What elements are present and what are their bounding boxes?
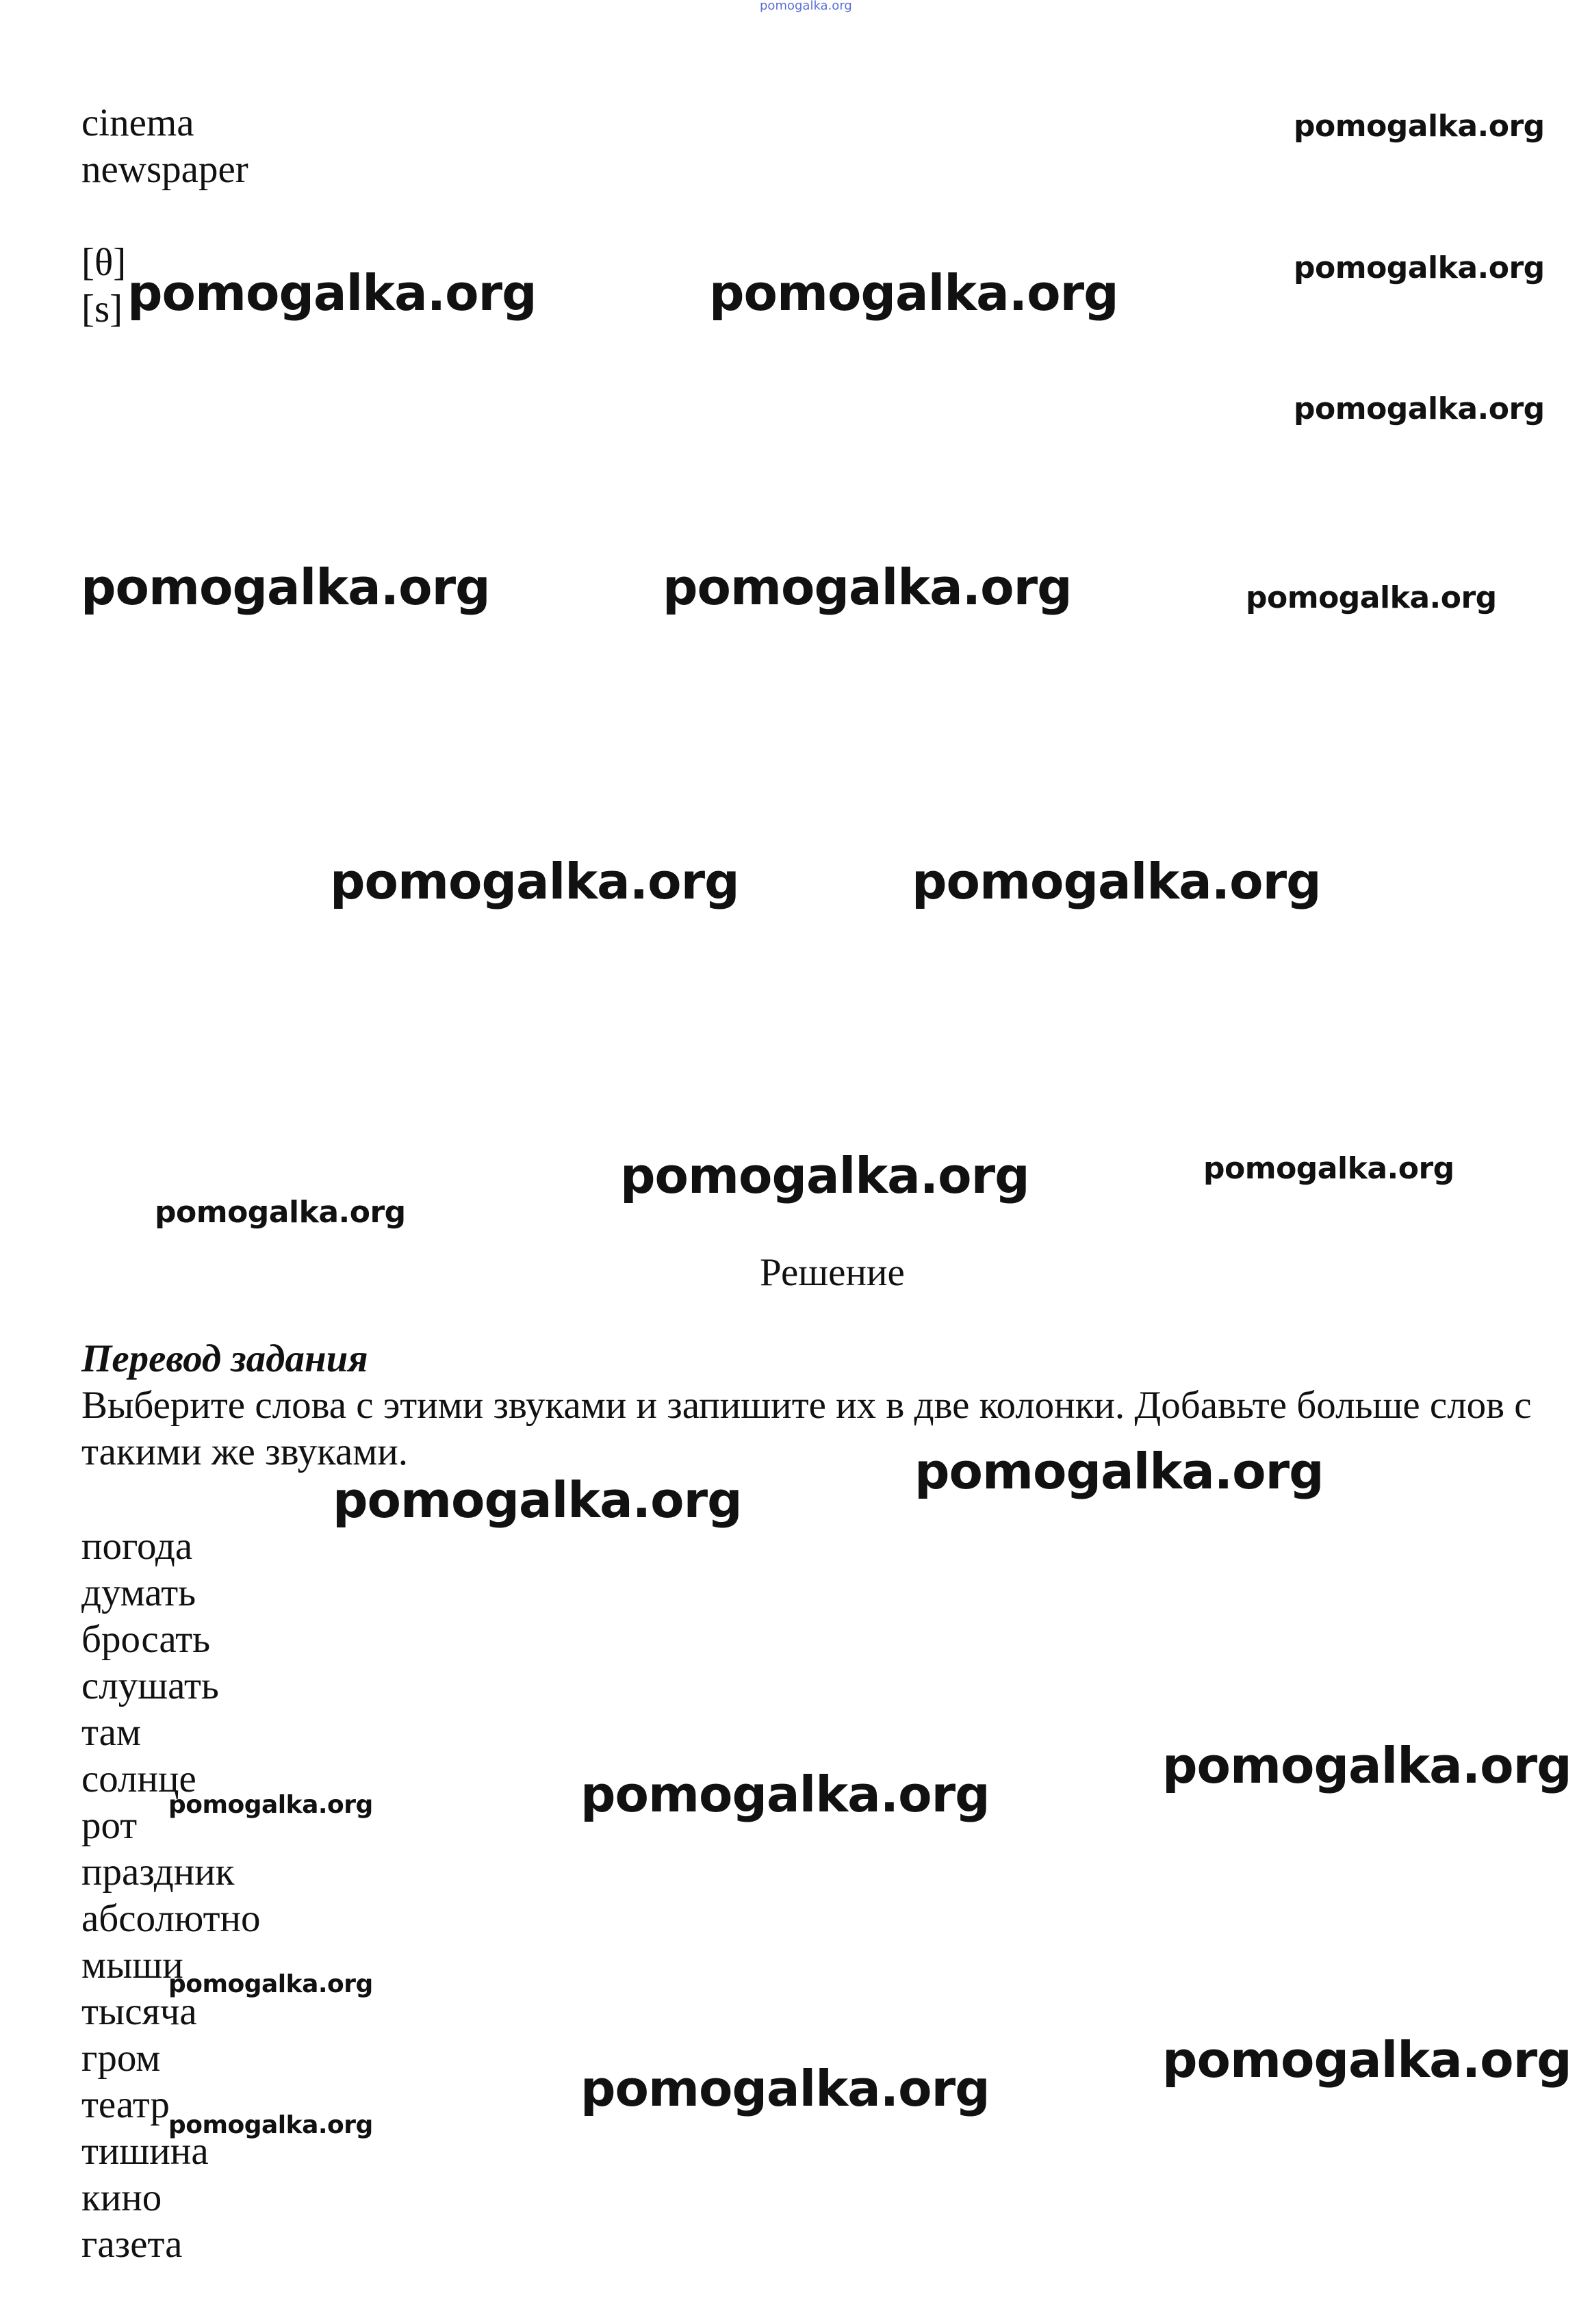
list-item: бросать <box>81 1618 211 1661</box>
list-item: абсолютно <box>81 1897 261 1940</box>
watermark: pomogalka.org <box>168 1970 373 1998</box>
watermark: pomogalka.org <box>663 558 1072 616</box>
list-item: тишина <box>81 2130 209 2173</box>
watermark: pomogalka.org <box>330 853 739 910</box>
watermark: pomogalka.org <box>1294 109 1545 144</box>
watermark: pomogalka.org <box>127 264 537 322</box>
watermark: pomogalka.org <box>155 1195 406 1230</box>
sound-theta: [θ] <box>81 241 127 284</box>
word-cinema: cinema <box>81 101 194 144</box>
watermark: pomogalka.org <box>168 2111 373 2139</box>
sound-s: [s] <box>81 287 123 331</box>
list-item: гром <box>81 2037 161 2080</box>
watermark: pomogalka.org <box>1203 1151 1454 1186</box>
list-item: погода <box>81 1525 193 1568</box>
watermark: pomogalka.org <box>333 1471 742 1529</box>
watermark: pomogalka.org <box>1294 391 1545 426</box>
list-item: тысяча <box>81 1990 197 2033</box>
watermark-top: pomogalka.org <box>760 0 852 13</box>
watermark: pomogalka.org <box>1246 580 1497 615</box>
list-item: слушать <box>81 1664 219 1707</box>
watermark: pomogalka.org <box>620 1147 1029 1204</box>
list-item: солнце <box>81 1757 196 1800</box>
list-item: думать <box>81 1571 196 1614</box>
word-list <box>81 1523 261 2268</box>
list-item: театр <box>81 2083 170 2126</box>
watermark: pomogalka.org <box>1294 250 1545 285</box>
watermark: pomogalka.org <box>912 853 1321 910</box>
solution-title: Решение <box>760 1251 905 1294</box>
list-item: праздник <box>81 1850 235 1894</box>
list-item: газета <box>81 2223 183 2266</box>
watermark: pomogalka.org <box>580 2060 990 2117</box>
watermark: pomogalka.org <box>580 1766 990 1823</box>
word-newspaper: newspaper <box>81 148 248 191</box>
translation-heading: Перевод задания <box>81 1337 368 1380</box>
list-item: кино <box>81 2176 162 2219</box>
watermark: pomogalka.org <box>1162 2031 1572 2089</box>
watermark: pomogalka.org <box>709 264 1118 322</box>
watermark: pomogalka.org <box>914 1443 1324 1500</box>
watermark: pomogalka.org <box>168 1791 373 1819</box>
translation-text: Выберите слова с этими звуками и запишите их в две колонки. Добавьте больше слов с такими же звуками. <box>81 1384 1532 1473</box>
list-item: там <box>81 1711 141 1754</box>
watermark: pomogalka.org <box>1162 1737 1572 1794</box>
list-item: мыши <box>81 1944 183 1987</box>
list-item: рот <box>81 1804 138 1847</box>
watermark: pomogalka.org <box>81 558 490 616</box>
